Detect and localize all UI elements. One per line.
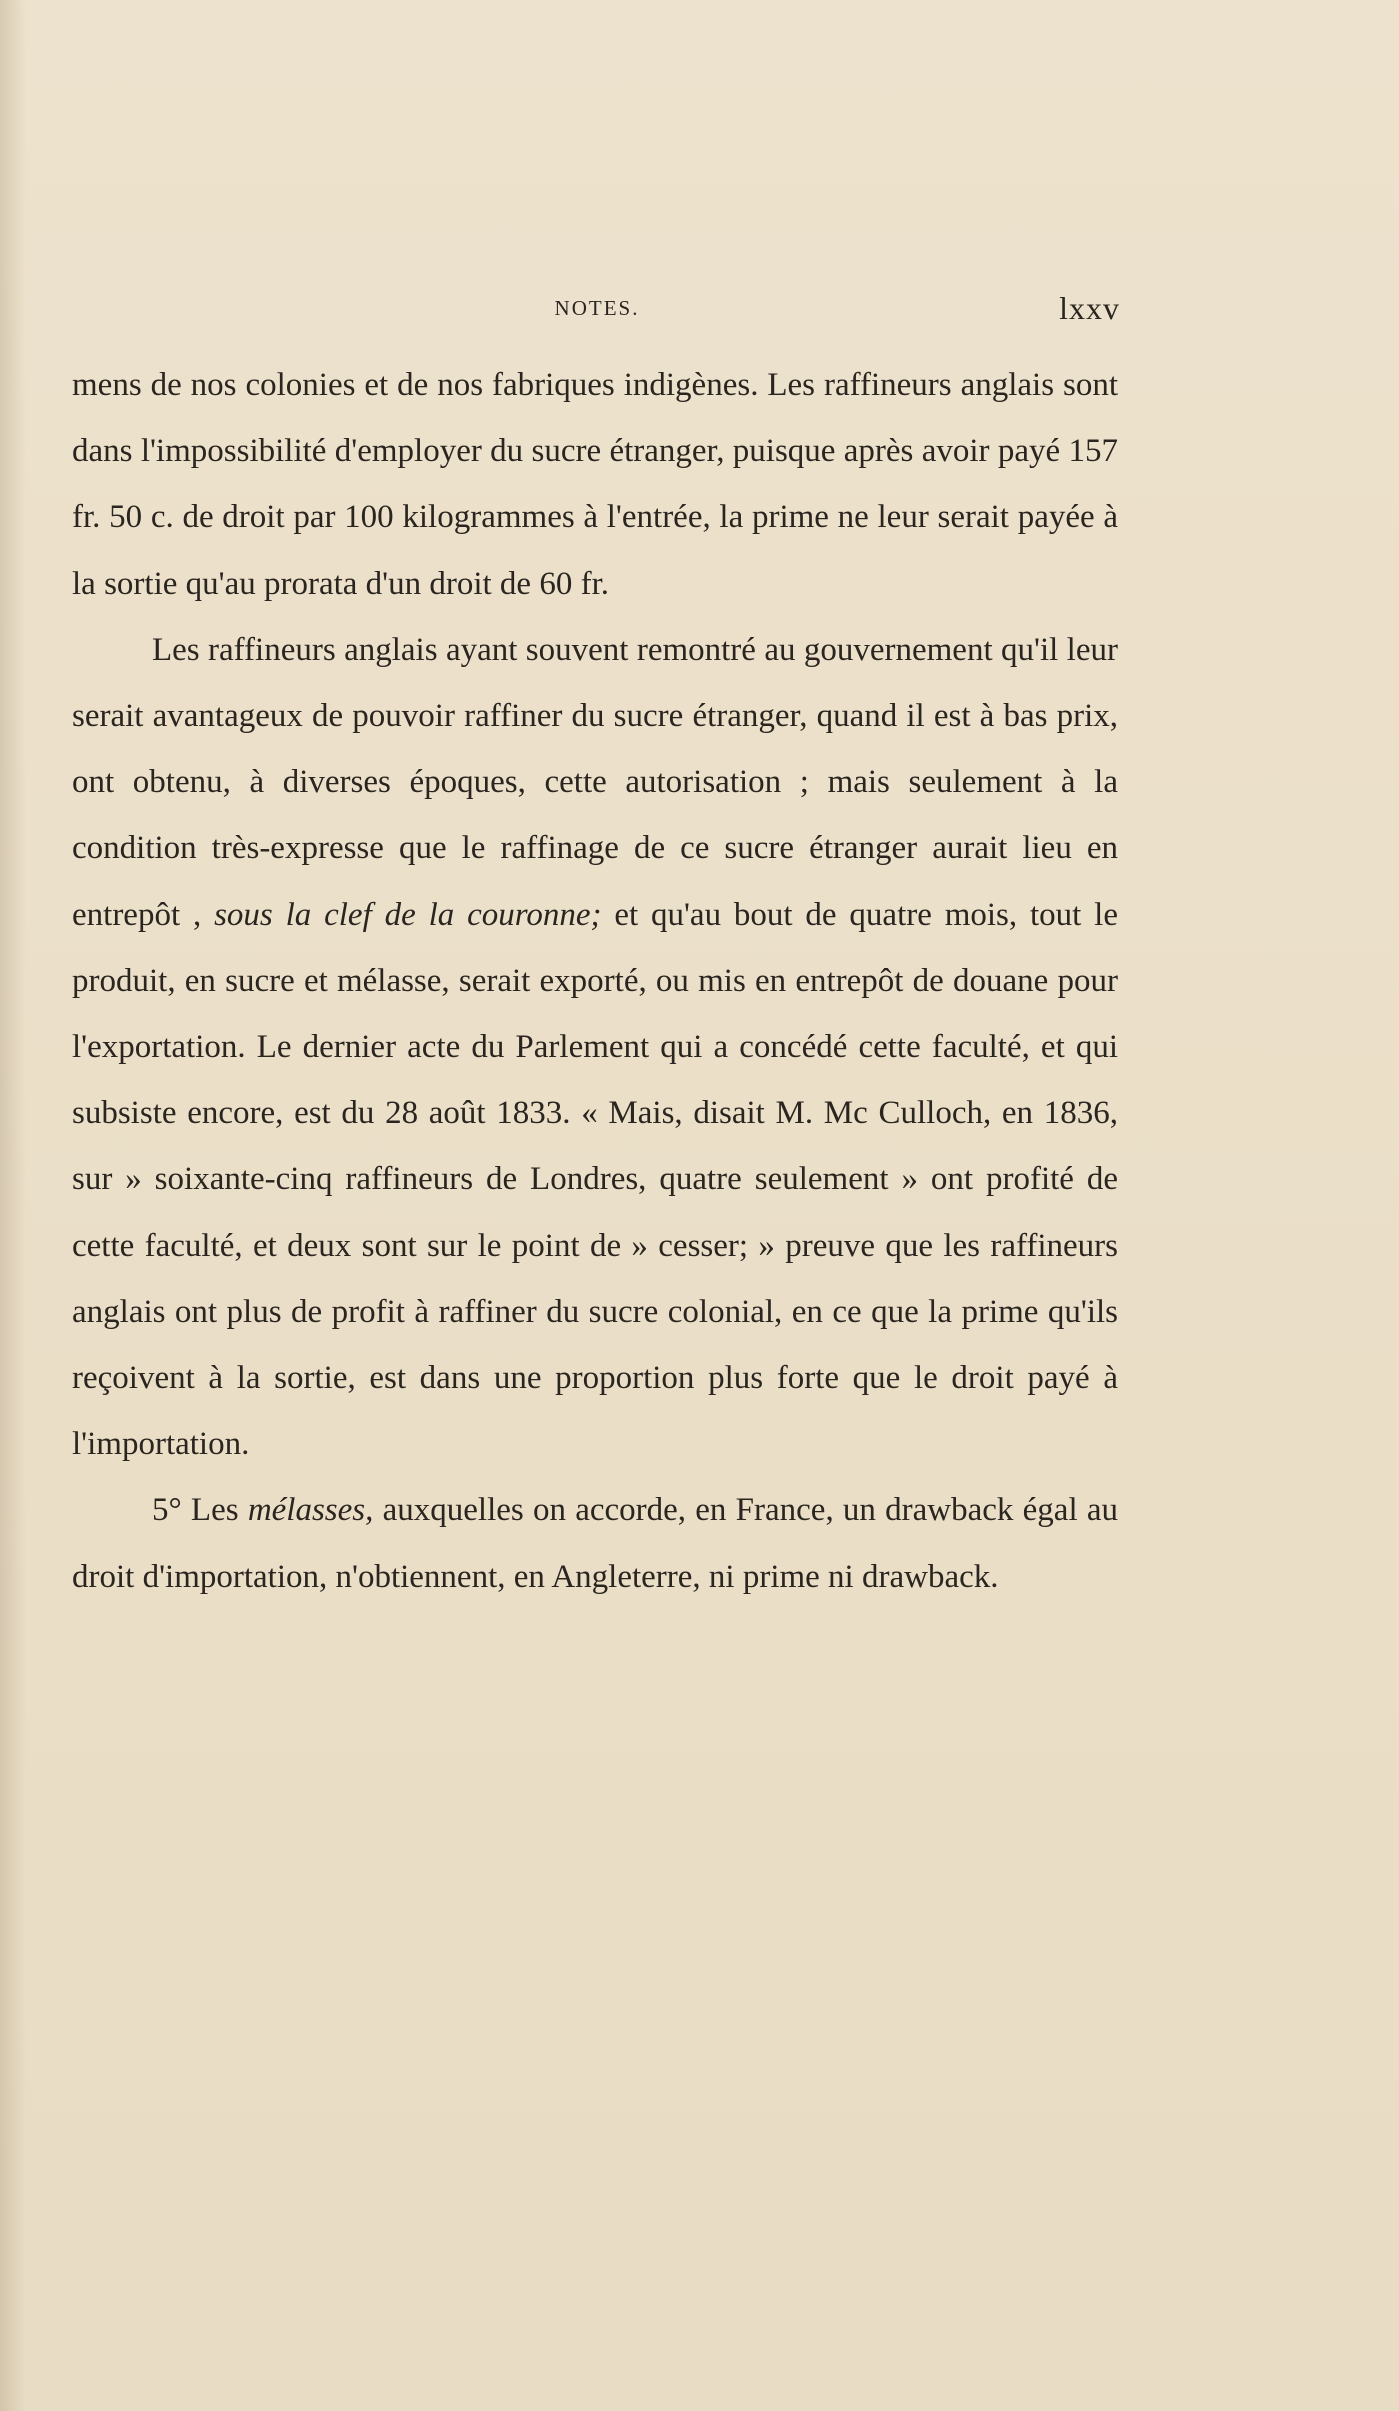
paragraph-1 bbox=[72, 352, 1118, 617]
paragraph-1-text: mens de nos colonies et de nos fabriques indigènes. Les raffineurs anglais sont dans l'impossibilité d'employer du sucre étranger, puisque après avoir payé 157 fr. 50 c. de droit par 100 kilogrammes à l'entrée, la prime ne leur serait payée à la sortie qu'au prorata d'un droit de 60 fr. bbox=[72, 367, 1118, 602]
paragraph-2-italic: sous la clef de la couronne; bbox=[214, 896, 602, 933]
paragraph-2-text-a: Les raffineurs anglais ayant souvent remontré au gouvernement qu'il leur serait avantageux de pouvoir raffiner du sucre étranger, quand il est à bas prix, ont obtenu, à diverses époques, cette autorisation ; mais seulement à la condition très-expresse que le raffinage de ce sucre étranger aurait lieu en entrepôt , bbox=[72, 631, 1118, 933]
body-text bbox=[72, 352, 1118, 1610]
paragraph-2 bbox=[72, 617, 1118, 1478]
page-header bbox=[74, 290, 1120, 330]
paragraph-3 bbox=[72, 1477, 1118, 1609]
paragraph-3-text-b: auxquelles on accorde, en France, un drawback égal au droit d'importation, n'obtiennent, en Angleterre, ni prime ni drawback. bbox=[72, 1492, 1118, 1595]
running-head: NOTES. bbox=[554, 296, 640, 320]
paragraph-3-italic: mélasses, bbox=[247, 1492, 374, 1529]
paragraph-2-text-b: et qu'au bout de quatre mois, tout le produit, en sucre et mélasse, serait exporté, ou mis en entrepôt de douane pour l'exportation. Le dernier acte du Parlement qui a concédé cette faculté, et qui subsiste encore, est du 28 août 1833. « Mais, disait M. Mc Culloch, en 1836, sur » soixante-cinq raffineurs de Londres, quatre seulement » ont profité de cette faculté, et deux sont sur le point de » cesser; » preuve que les raffineurs anglais ont plus de profit à raffiner du sucre colonial, en ce que la prime qu'ils reçoivent à la sortie, est dans une proportion plus forte que le droit payé à l'importation. bbox=[72, 896, 1118, 1463]
page-number: lxxv bbox=[1059, 290, 1120, 326]
paragraph-3-text-a: 5° Les bbox=[152, 1492, 239, 1529]
